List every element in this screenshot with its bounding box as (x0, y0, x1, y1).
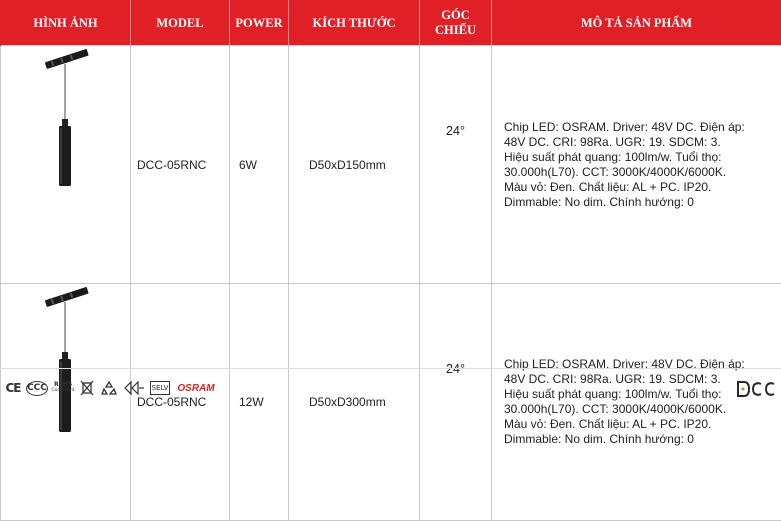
table-header-row (1, 1, 781, 46)
header-power: POWER (230, 1, 289, 46)
ek-mark-icon (122, 380, 146, 396)
table-row (1, 46, 781, 284)
osram-logo: OSRAM (174, 380, 218, 396)
description-line: 30.000h(L70). CCT: 3000K/4000K/6000K. (504, 402, 773, 417)
power-cell: 12W (230, 284, 289, 521)
size-cell: D50xD300mm (289, 284, 420, 521)
angle-cell: 24° (420, 284, 492, 521)
size-cell: D50xD150mm (289, 46, 420, 284)
pendant-lamp-image (1, 284, 131, 442)
dcc-brand-logo (734, 378, 778, 400)
header-image: HÌNH ẢNH (1, 1, 131, 46)
description-line: Màu vỏ: Đen. Chất liệu: AL + PC. IP20. (504, 417, 773, 432)
rohs-sub-label: Compliant (52, 388, 75, 394)
product-image-cell (1, 46, 131, 284)
ce-mark-icon: CE (4, 380, 22, 396)
angle-cell: 24° (420, 46, 492, 284)
model-cell: DCC-05RNC (131, 284, 230, 521)
description-line: Chip LED: OSRAM. Driver: 48V DC. Điện áp: (504, 120, 773, 135)
selv-mark-icon: SELV (150, 381, 170, 395)
description-line: Chip LED: OSRAM. Driver: 48V DC. Điện áp: (504, 357, 773, 372)
description-line: Hiệu suất phát quang: 100lm/w. Tuổi thọ: (504, 387, 773, 402)
recycle-icon (100, 380, 118, 396)
description-line: Dimmable: No dim. Chính hướng: 0 (504, 432, 773, 447)
model-cell: DCC-05RNC (131, 46, 230, 284)
description-line: 30.000h(L70). CCT: 3000K/4000K/6000K. (504, 165, 773, 180)
rohs-mark-icon (52, 380, 74, 396)
header-size: KÍCH THƯỚC (289, 1, 420, 46)
description-cell (492, 46, 781, 284)
description-line: Hiệu suất phát quang: 100lm/w. Tuổi thọ: (504, 150, 773, 165)
pendant-lamp-image (1, 46, 131, 205)
header-model: MODEL (131, 1, 230, 46)
header-angle: GÓC CHIẾU (420, 1, 492, 46)
description-line: Dimmable: No dim. Chính hướng: 0 (504, 195, 773, 210)
certification-footer (0, 368, 781, 408)
weee-bin-icon (78, 380, 96, 396)
description-line: Màu vỏ: Đen. Chất liệu: AL + PC. IP20. (504, 180, 773, 195)
description-line: 48V DC. CRI: 98Ra. UGR: 19. SDCM: 3. (504, 135, 773, 150)
header-description: MÔ TẢ SẢN PHẨM (492, 1, 781, 46)
certification-icons (4, 376, 218, 400)
rohs-label: RoHS (54, 382, 72, 388)
description-line: 48V DC. CRI: 98Ra. UGR: 19. SDCM: 3. (504, 372, 773, 387)
power-cell: 6W (230, 46, 289, 284)
ccc-mark-icon: CCC (26, 381, 48, 396)
